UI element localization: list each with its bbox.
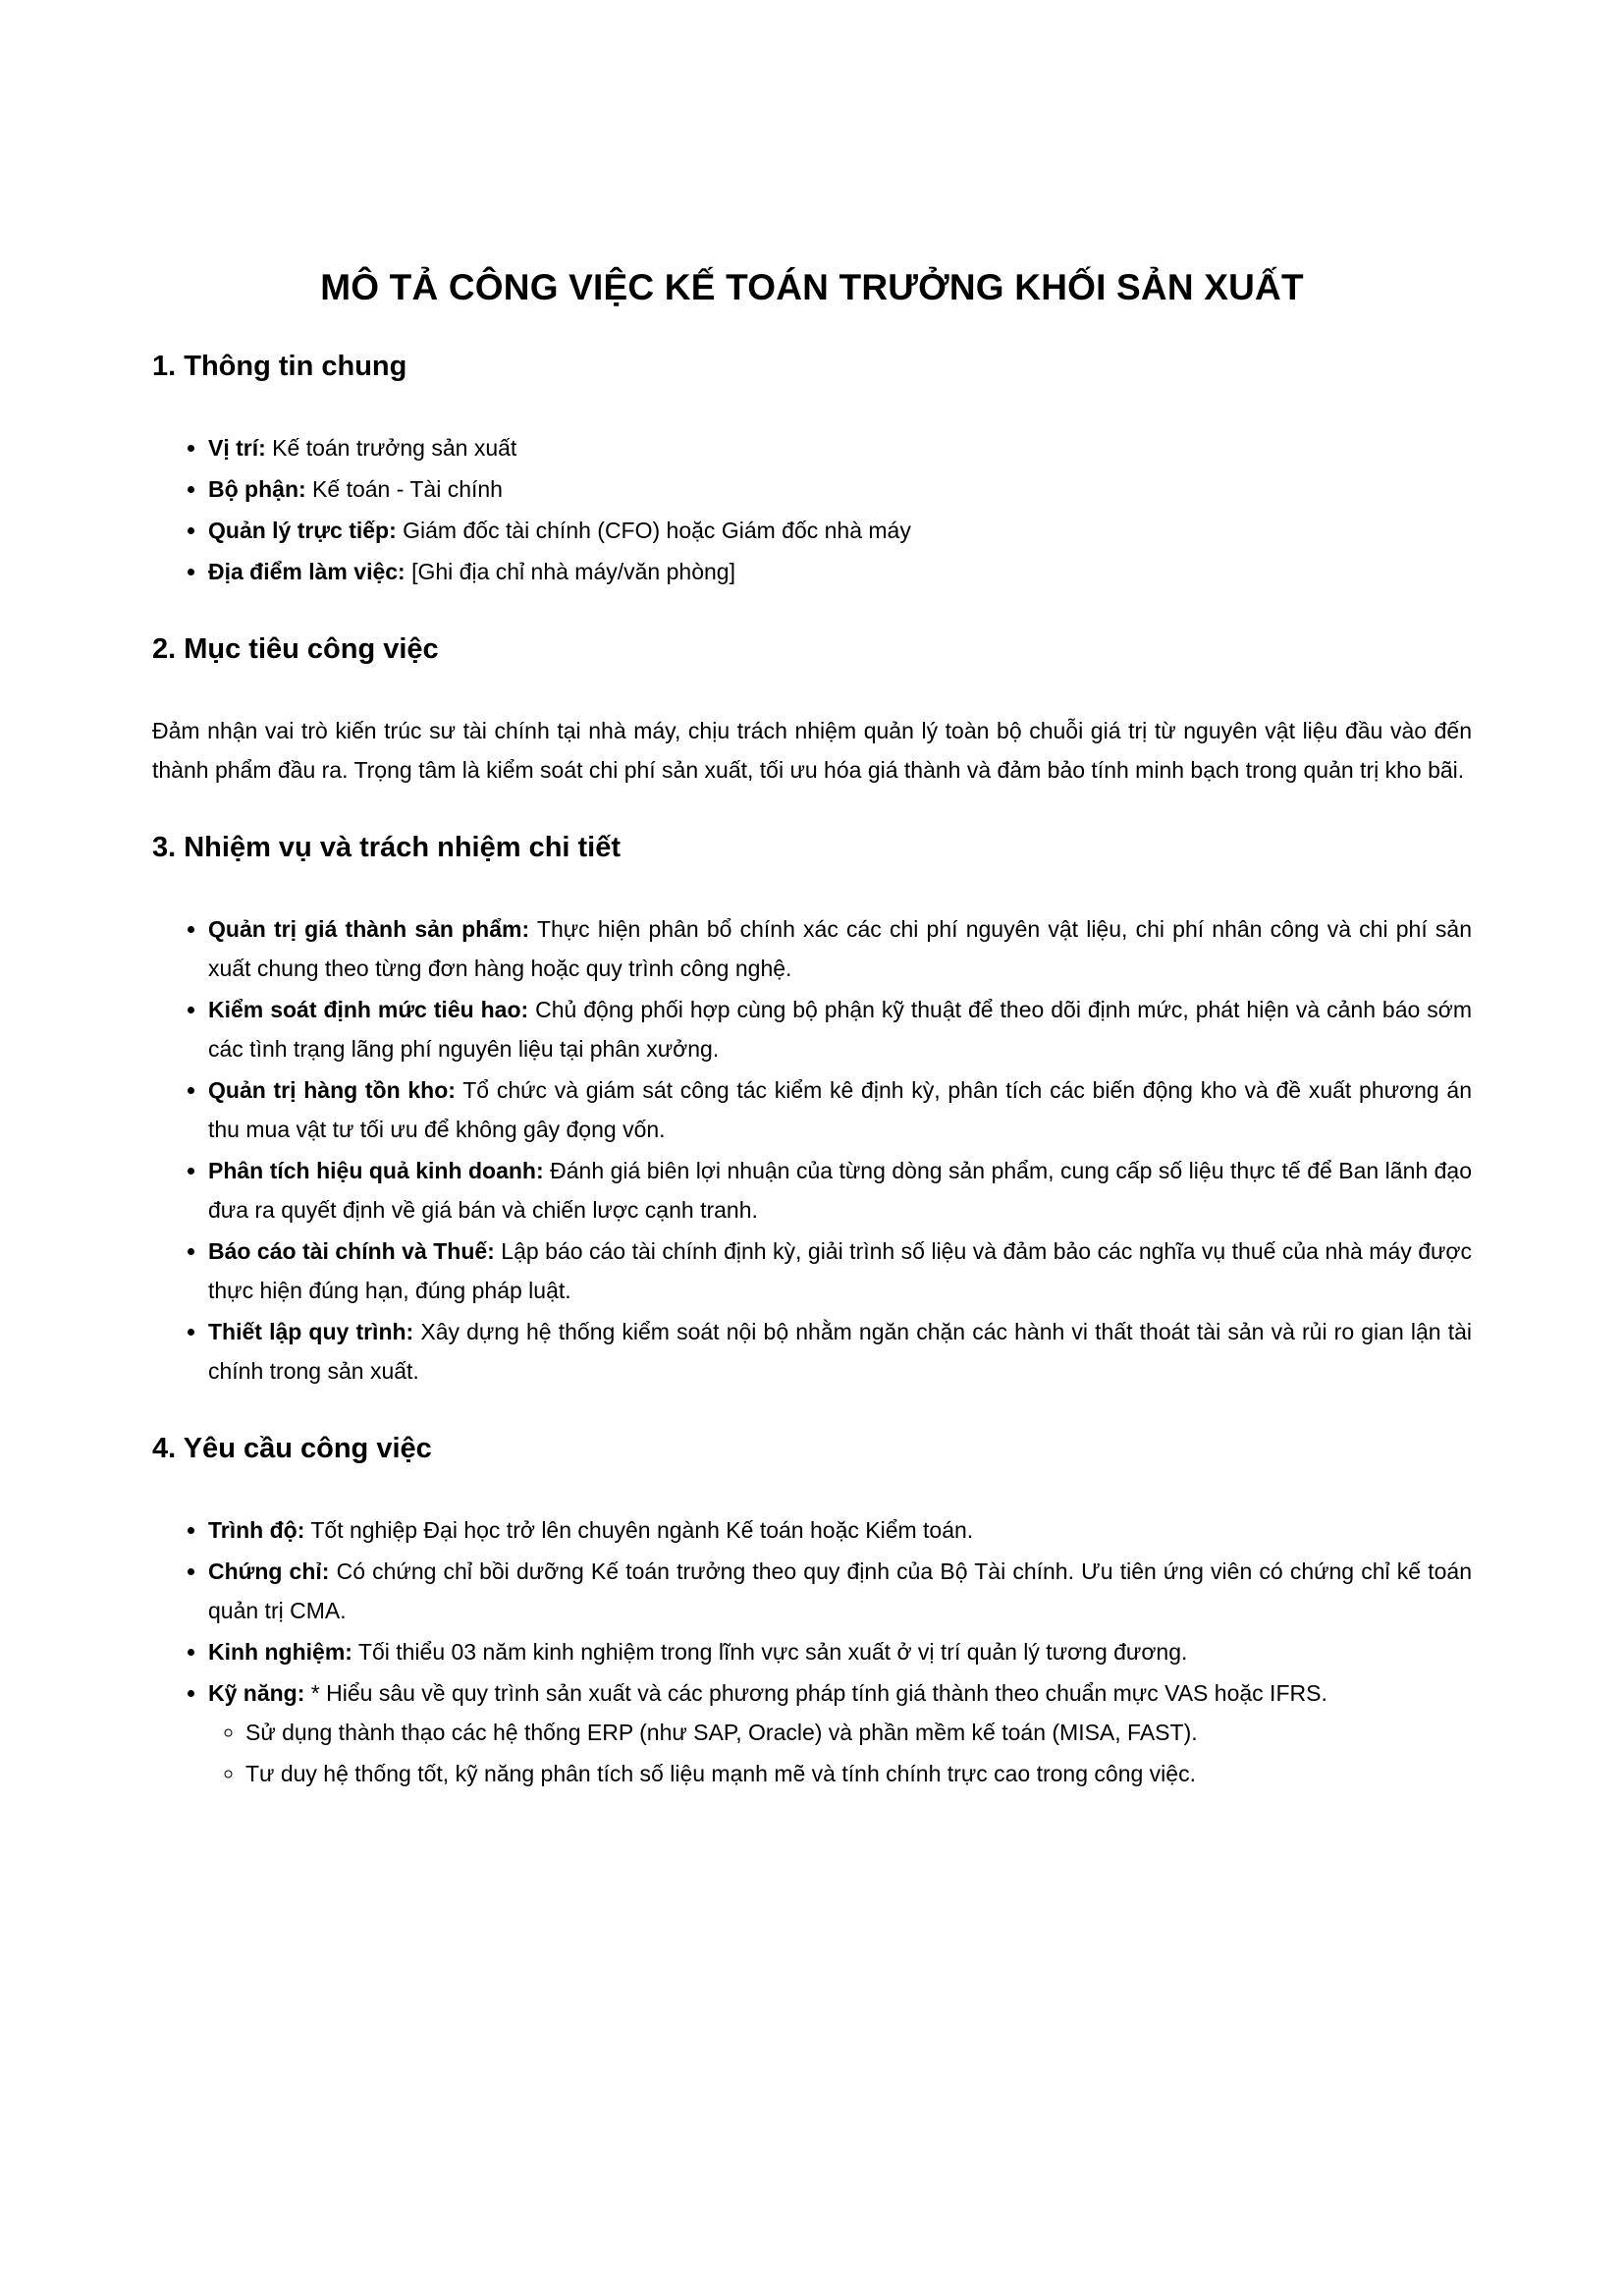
list-item-inventory-management: [208, 1070, 1472, 1149]
item-label: Kỹ năng:: [208, 1680, 305, 1706]
item-text: Kế toán - Tài chính: [305, 476, 503, 502]
item-text: Tốt nghiệp Đại học trở lên chuyên ngành Kế toán hoặc Kiểm toán.: [304, 1517, 974, 1543]
section-heading-general-info: 1. Thông tin chung: [152, 351, 407, 382]
list-item-experience: [208, 1632, 1472, 1671]
item-text: [Ghi địa chỉ nhà máy/văn phòng]: [405, 559, 735, 584]
list-item-process-setup: [208, 1312, 1472, 1391]
sub-list-item-erp-software: [245, 1713, 1472, 1752]
item-label: Quản lý trực tiếp:: [208, 518, 397, 543]
list-item-position: [208, 428, 1472, 467]
item-label: Thiết lập quy trình:: [208, 1319, 414, 1344]
requirements-list: [152, 1510, 1472, 1793]
list-item-work-location: [208, 552, 1472, 591]
item-label: Chứng chỉ:: [208, 1558, 330, 1584]
list-item-direct-manager: [208, 511, 1472, 550]
section-heading-requirements: 4. Yêu cầu công việc: [152, 1433, 432, 1464]
list-item-department: [208, 469, 1472, 509]
item-text: * Hiểu sâu về quy trình sản xuất và các phương pháp tính giá thành theo chuẩn mực VAS hoặc IFRS.: [304, 1680, 1327, 1706]
skills-sub-list: [208, 1713, 1472, 1793]
list-item-cost-management: [208, 909, 1472, 988]
list-item-financial-tax-reports: [208, 1231, 1472, 1310]
item-text: Đánh giá biên lợi nhuận của từng dòng sản phẩm, cung cấp số liệu thực tế để Ban lãnh đạo đưa ra quyết định về giá bán và chiến lược cạnh tranh.: [208, 1158, 1473, 1223]
sub-list-item-analytical-thinking: [245, 1754, 1472, 1793]
item-label: Bộ phận:: [208, 476, 306, 502]
duties-list: [152, 909, 1472, 1391]
list-item-business-analysis: [208, 1151, 1472, 1230]
item-label: Phân tích hiệu quả kinh doanh:: [208, 1158, 544, 1183]
document-title: MÔ TẢ CÔNG VIỆC KẾ TOÁN TRƯỞNG KHỐI SẢN XUẤT: [320, 267, 1304, 307]
item-label: Trình độ:: [208, 1517, 305, 1543]
item-text: Giám đốc tài chính (CFO) hoặc Giám đốc nhà máy: [396, 518, 911, 543]
list-item-consumption-norms: [208, 990, 1472, 1068]
item-text: Sử dụng thành thạo các hệ thống ERP (như SAP, Oracle) và phần mềm kế toán (MISA, FAST).: [245, 1720, 1198, 1745]
item-text: Thực hiện phân bổ chính xác các chi phí nguyên vật liệu, chi phí nhân công và chi phí sản xuất chung theo từng đơn hàng hoặc quy trình công nghệ.: [208, 916, 1472, 981]
list-item-certificate: [208, 1552, 1472, 1630]
job-objective-paragraph: Đảm nhận vai trò kiến trúc sư tài chính tại nhà máy, chịu trách nhiệm quản lý toàn bộ chuỗi giá trị từ nguyên vật liệu đầu vào đến thành phẩm đầu ra. Trọng tâm là kiểm soát chi phí sản xuất, tối ưu hóa giá thành và đảm bảo tính minh bạch trong quản trị kho bãi.: [152, 718, 1472, 783]
item-label: Báo cáo tài chính và Thuế:: [208, 1238, 495, 1264]
item-label: Vị trí:: [208, 435, 266, 461]
general-info-list: [152, 428, 1472, 591]
item-text: Tối thiểu 03 năm kinh nghiệm trong lĩnh vực sản xuất ở vị trí quản lý tương đương.: [352, 1639, 1188, 1665]
item-text: Chủ động phối hợp cùng bộ phận kỹ thuật để theo dõi định mức, phát hiện và cảnh báo sớm các tình trạng lãng phí nguyên liệu tại phân xưởng.: [208, 997, 1473, 1062]
item-label: Địa điểm làm việc:: [208, 559, 406, 584]
item-label: Kinh nghiệm:: [208, 1639, 352, 1665]
section-heading-duties: 3. Nhiệm vụ và trách nhiệm chi tiết: [152, 832, 622, 863]
item-text: Có chứng chỉ bồi dưỡng Kế toán trưởng theo quy định của Bộ Tài chính. Ưu tiên ứng viên có chứng chỉ kế toán quản trị CMA.: [208, 1558, 1472, 1623]
item-text: Lập báo cáo tài chính định kỳ, giải trình số liệu và đảm bảo các nghĩa vụ thuế của nhà máy được thực hiện đúng hạn, đúng pháp luật.: [208, 1238, 1472, 1303]
item-text: Xây dựng hệ thống kiểm soát nội bộ nhằm ngăn chặn các hành vi thất thoát tài sản và rủi ro gian lận tài chính trong sản xuất.: [208, 1319, 1472, 1384]
item-text: Kế toán trưởng sản xuất: [265, 435, 517, 461]
item-label: Quản trị hàng tồn kho:: [208, 1077, 456, 1103]
item-text: Tổ chức và giám sát công tác kiểm kê định kỳ, phân tích các biến động kho và đề xuất phương án thu mua vật tư tối ưu để không gây đọng vốn.: [208, 1077, 1472, 1142]
list-item-education: [208, 1510, 1472, 1550]
item-label: Kiểm soát định mức tiêu hao:: [208, 997, 529, 1022]
list-item-skills: [208, 1673, 1472, 1793]
item-label: Quản trị giá thành sản phẩm:: [208, 916, 530, 942]
item-text: Tư duy hệ thống tốt, kỹ năng phân tích số liệu mạnh mẽ và tính chính trực cao trong công việc.: [245, 1761, 1196, 1786]
section-heading-job-objective: 2. Mục tiêu công việc: [152, 633, 439, 665]
